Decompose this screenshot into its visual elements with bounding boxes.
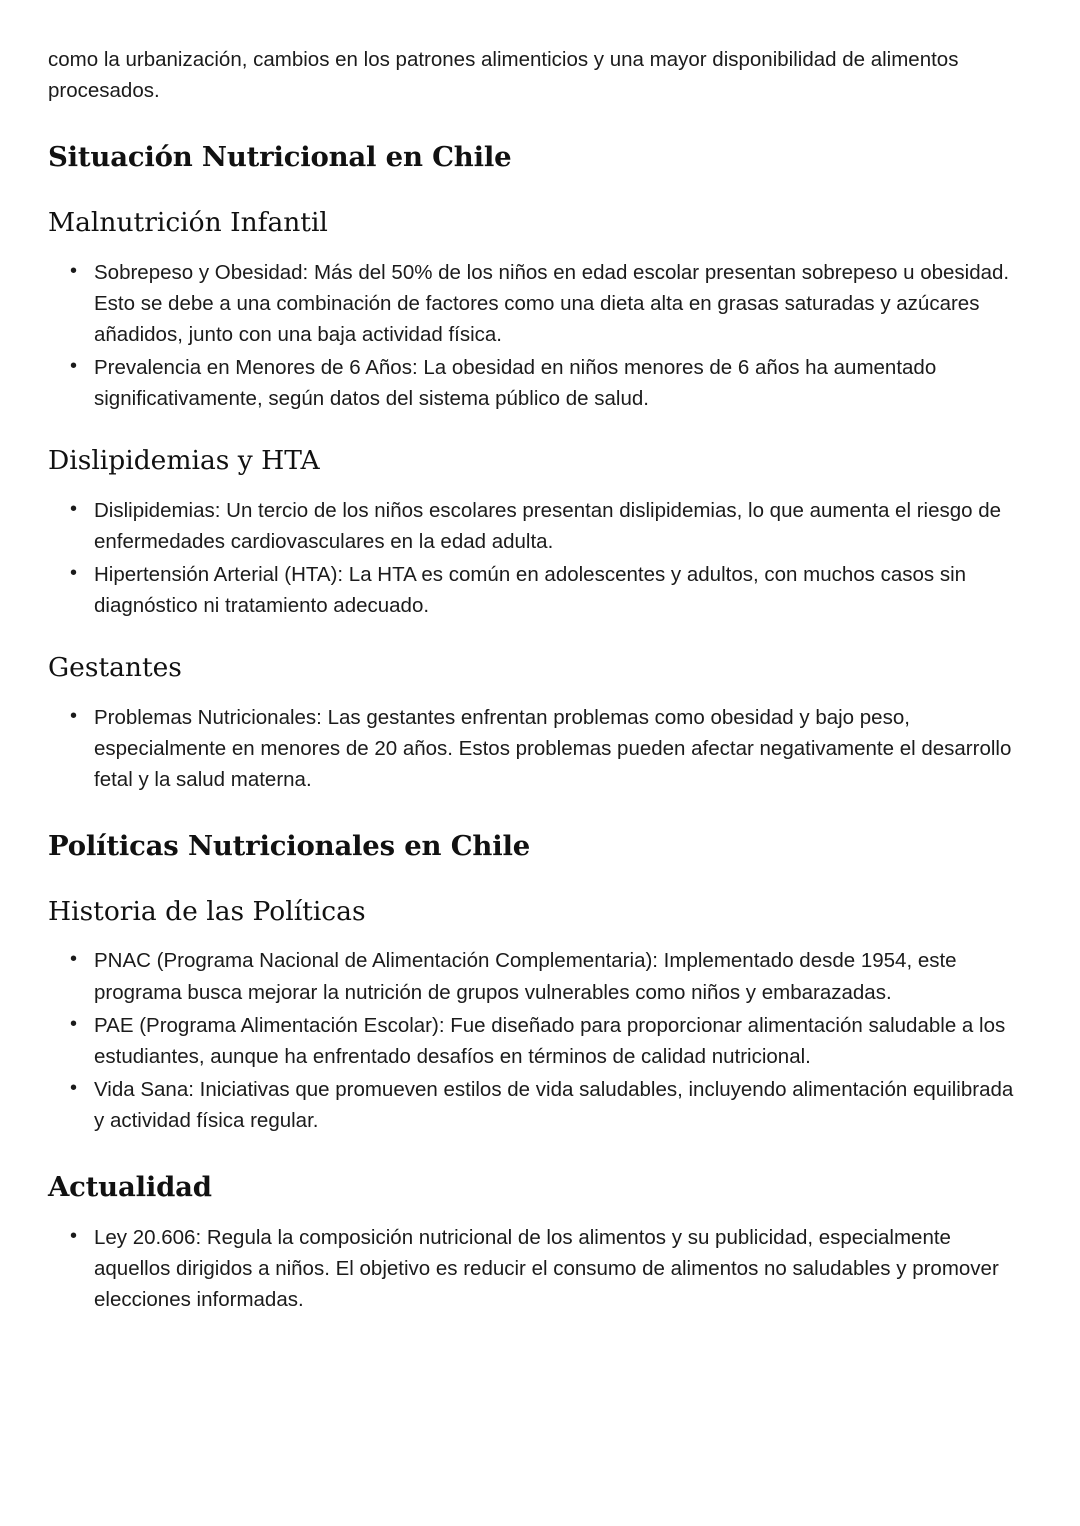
list-item: • Sobrepeso y Obesidad: Más del 50% de los niños en edad escolar presentan sobrepeso u obesidad. Esto se debe a una combinación de factores como una dieta alta en grasas saturadas y azúcares añadidos, junto con una baja actividad física.: [48, 257, 1024, 350]
bullet-list-dislipidemias-hta: [48, 495, 1024, 622]
list-item: • Prevalencia en Menores de 6 Años: La obesidad en niños menores de 6 años ha aumentado significativamente, según datos del sistema público de salud.: [48, 352, 1024, 414]
subsection-heading-gestantes: Gestantes: [48, 652, 182, 684]
subsection-heading-malnutricion-infantil: Malnutrición Infantil: [48, 207, 328, 239]
list-item: • PAE (Programa Alimentación Escolar): Fue diseñado para proporcionar alimentación saludable a los estudiantes, aunque ha enfrentado desafíos en términos de calidad nutricional.: [48, 1010, 1024, 1072]
bullet-list-historia-politicas: [48, 945, 1024, 1136]
intro-paragraph: como la urbanización, cambios en los patrones alimenticios y una mayor disponibilidad de alimentos procesados.: [48, 48, 959, 103]
list-item: • Dislipidemias: Un tercio de los niños escolares presentan dislipidemias, lo que aumenta el riesgo de enfermedades cardiovasculares en la edad adulta.: [48, 495, 1024, 557]
section-heading-situacion-nutricional: Situación Nutricional en Chile: [48, 141, 512, 174]
subsection-heading-historia-politicas: Historia de las Políticas: [48, 896, 366, 927]
section-heading-actualidad: Actualidad: [48, 1171, 212, 1204]
bullet-list-malnutricion-infantil: [48, 257, 1024, 415]
list-item: • PNAC (Programa Nacional de Alimentación Complementaria): Implementado desde 1954, este programa busca mejorar la nutrición de grupos vulnerables como niños y embarazadas.: [48, 945, 1024, 1007]
list-item: • Problemas Nutricionales: Las gestantes enfrentan problemas como obesidad y bajo peso, especialmente en menores de 20 años. Estos problemas pueden afectar negativamente el desarrollo fetal y la salud materna.: [48, 702, 1024, 795]
subsection-heading-dislipidemias-hta: Dislipidemias y HTA: [48, 445, 320, 477]
list-item: • Ley 20.606: Regula la composición nutricional de los alimentos y su publicidad, especialmente aquellos dirigidos a niños. El objetivo es reducir el consumo de alimentos no saludables y promover elecciones informadas.: [48, 1222, 1024, 1315]
bullet-list-actualidad: [48, 1222, 1024, 1315]
list-item: • Hipertensión Arterial (HTA): La HTA es común en adolescentes y adultos, con muchos casos sin diagnóstico ni tratamiento adecuado.: [48, 559, 1024, 621]
bullet-list-gestantes: [48, 702, 1024, 795]
list-item: • Vida Sana: Iniciativas que promueven estilos de vida saludables, incluyendo alimentación equilibrada y actividad física regular.: [48, 1074, 1024, 1136]
section-heading-politicas-nutricionales: Políticas Nutricionales en Chile: [48, 830, 530, 863]
